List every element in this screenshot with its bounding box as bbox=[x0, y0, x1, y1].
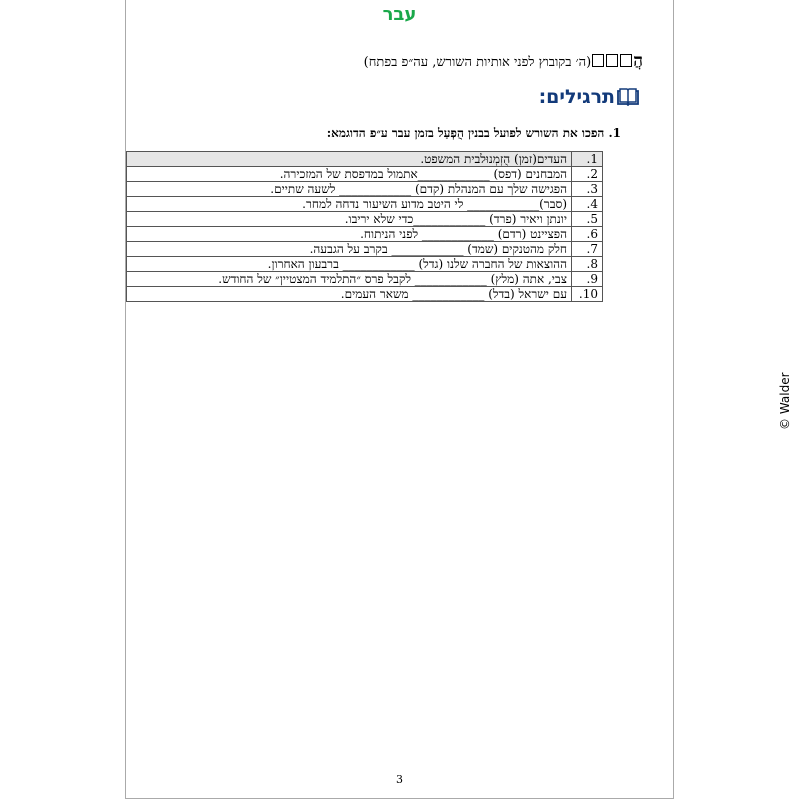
row-sentence: חלק מהטנקים (שמד) ____________ בקרב על הגבעה. bbox=[127, 242, 572, 257]
row-number: 5. bbox=[572, 212, 603, 227]
exercise-instruction: 1. הפכו את השורש לפועל בבנין הֻפְעַל בזמן עבר ע״פ הדוגמא: bbox=[326, 126, 621, 140]
section-title: עבר bbox=[382, 4, 417, 25]
row-sentence: המבחנים (דפס) ____________אתמול במדפסת של המזכירה. bbox=[127, 167, 572, 182]
root-letter-box bbox=[592, 54, 604, 67]
row-number: 10. bbox=[572, 287, 603, 302]
exercises-heading-text: תרגילים: bbox=[538, 86, 615, 108]
row-sentence: צבי, אתה (מלץ) ____________ לקבל פרס ״התלמיד המצטיין״ של החודש. bbox=[127, 272, 572, 287]
table-row bbox=[127, 242, 603, 257]
table-row bbox=[127, 167, 603, 182]
row-number: 4. bbox=[572, 197, 603, 212]
root-letter-box bbox=[606, 54, 618, 67]
row-sentence: הפציינט (רדם) ____________ לפני הניתוח. bbox=[127, 227, 572, 242]
root-letter-box bbox=[620, 54, 632, 67]
book-icon bbox=[617, 88, 639, 106]
table-row bbox=[127, 272, 603, 287]
table-row bbox=[127, 287, 603, 302]
rule-line bbox=[163, 51, 643, 71]
table-row bbox=[127, 257, 603, 272]
row-number: 8. bbox=[572, 257, 603, 272]
row-number: 6. bbox=[572, 227, 603, 242]
table-row bbox=[127, 197, 603, 212]
row-sentence: (סבר)____________ לי היטב מדוע השיעור נדחה למחר. bbox=[127, 197, 572, 212]
exercises-heading bbox=[539, 86, 639, 108]
rule-note: (ה׳ בקובוץ לפני אותיות השורש, עה״פ בפתח) bbox=[363, 55, 592, 70]
table-row bbox=[127, 182, 603, 197]
pattern-letters: הֲ bbox=[633, 51, 643, 71]
exercise-table bbox=[126, 151, 603, 302]
page-number: 3 bbox=[396, 773, 403, 786]
table-row bbox=[127, 152, 603, 167]
row-number: 2. bbox=[572, 167, 603, 182]
row-sentence: עם ישראל (בדל) ____________ משאר העמים. bbox=[127, 287, 572, 302]
row-number: 7. bbox=[572, 242, 603, 257]
table-row bbox=[127, 212, 603, 227]
row-sentence: ההוצאות של החברה שלנו (גדל) ____________ ברבעון האחרון. bbox=[127, 257, 572, 272]
row-number: 1. bbox=[572, 152, 603, 167]
row-sentence: הפגישה שלך עם המנהלת (קדם) ____________ לשעה שתיים. bbox=[127, 182, 572, 197]
copyright-watermark: © Walder bbox=[778, 372, 792, 430]
table-row bbox=[127, 227, 603, 242]
document-page bbox=[125, 0, 674, 799]
row-number: 3. bbox=[572, 182, 603, 197]
row-sentence: העדים(זמן) הֻזְמְנוּלבית המשפט. bbox=[127, 152, 572, 167]
row-number: 9. bbox=[572, 272, 603, 287]
row-sentence: יונתן ויאיר (פרד) ____________כדי שלא יריבו. bbox=[127, 212, 572, 227]
